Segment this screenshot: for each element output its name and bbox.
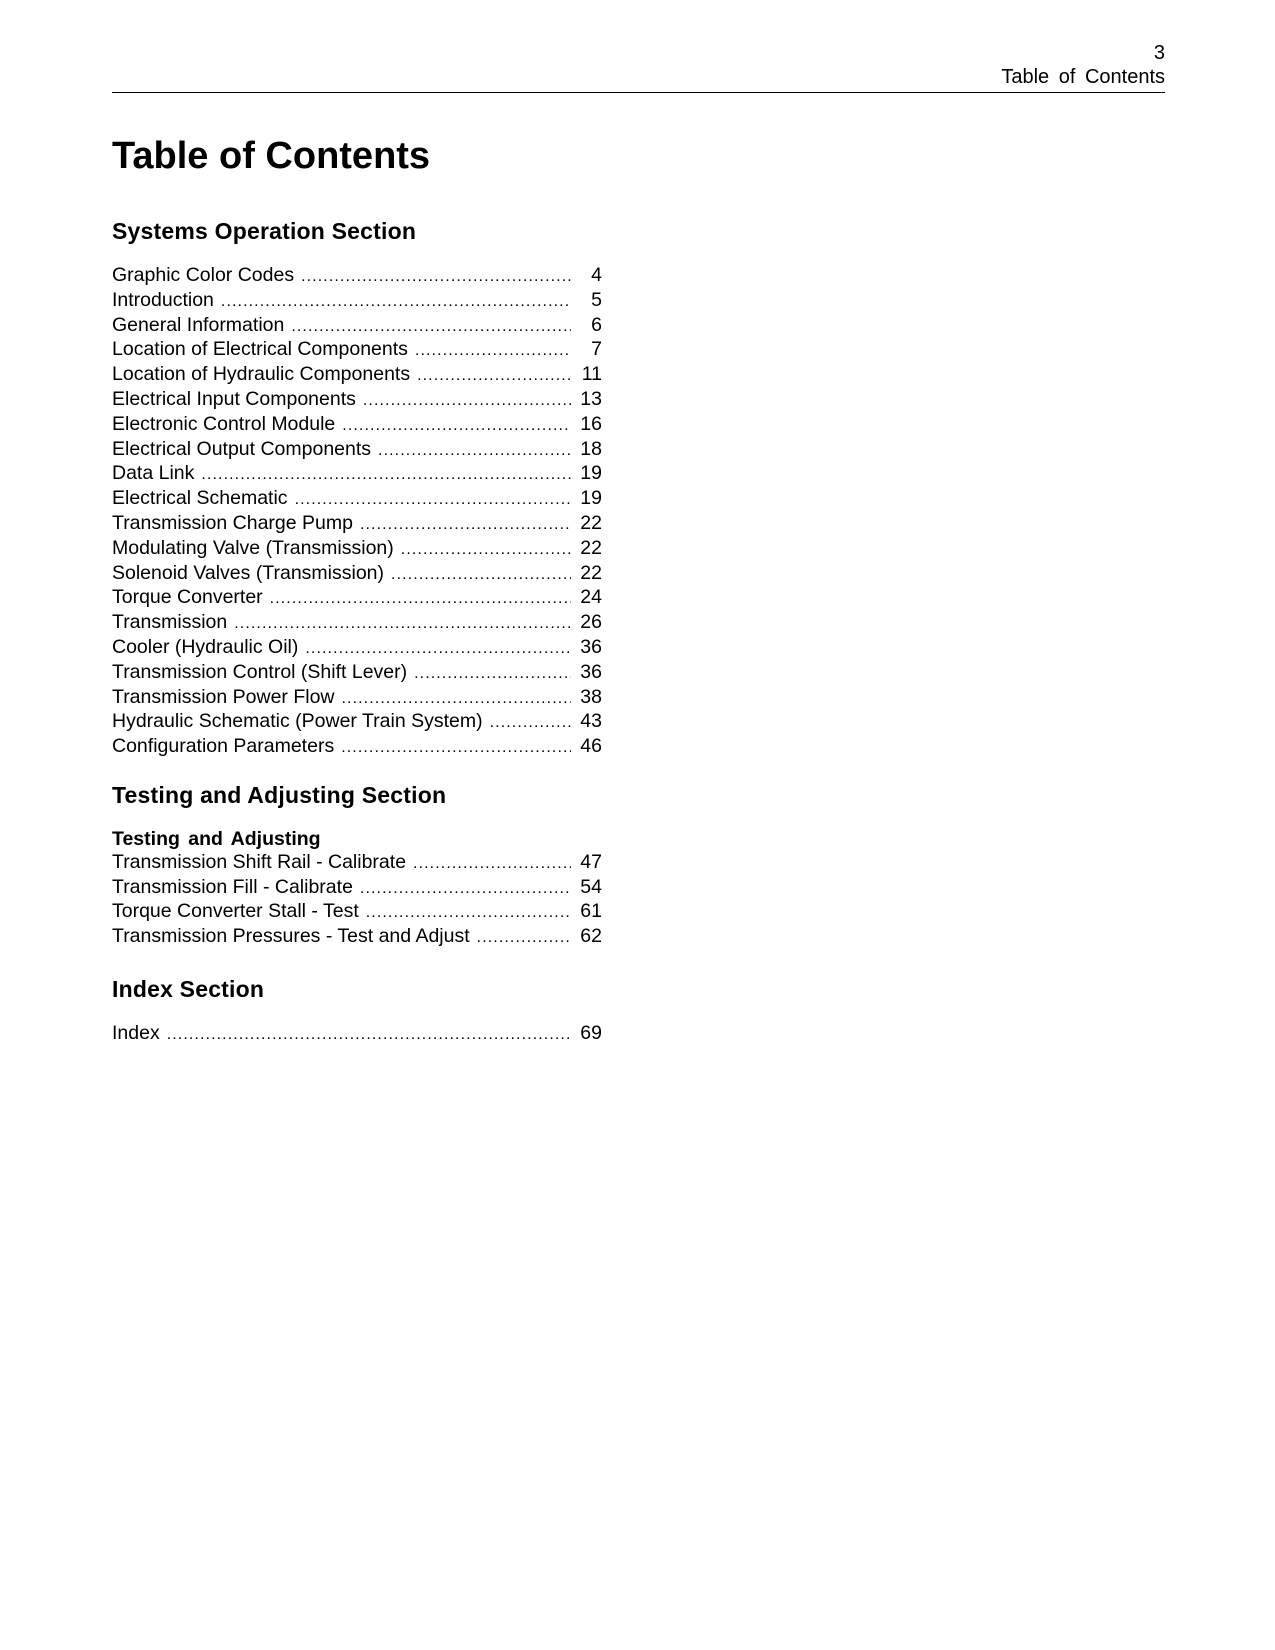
section-heading: Systems Operation Section <box>112 218 417 244</box>
toc-list <box>112 851 602 950</box>
toc-entry-page: 13 <box>580 387 602 410</box>
toc-entry[interactable] <box>112 611 602 636</box>
toc-entry[interactable] <box>112 586 602 611</box>
toc-entry-label: Transmission Control (Shift Lever) <box>112 660 408 683</box>
toc-entry-label: Introduction <box>112 288 214 311</box>
table-of-contents <box>112 216 602 1047</box>
toc-entry-label: Hydraulic Schematic (Power Train System) <box>112 710 483 733</box>
toc-entry-label: Transmission Fill - Calibrate <box>112 875 353 898</box>
dot-leader <box>401 539 571 562</box>
toc-entry-label: Cooler (Hydraulic Oil) <box>112 635 299 658</box>
toc-entry-label: Transmission <box>112 611 228 634</box>
toc-entry-page: 26 <box>580 611 602 634</box>
toc-entry-page: 36 <box>580 635 602 658</box>
systems-operation-section <box>112 216 602 760</box>
toc-entry-page: 4 <box>591 264 602 286</box>
toc-entry-label: Torque Converter <box>112 586 263 609</box>
dot-leader <box>415 340 571 363</box>
dot-leader <box>378 440 571 463</box>
dot-leader <box>201 464 571 487</box>
toc-entry-page: 7 <box>591 338 602 361</box>
toc-entry-page: 19 <box>580 487 602 510</box>
toc-entry-page: 11 <box>581 363 602 386</box>
dot-leader <box>360 878 571 901</box>
toc-entry[interactable] <box>112 289 602 314</box>
toc-entry[interactable] <box>112 876 602 901</box>
dot-leader <box>477 927 571 950</box>
dot-leader <box>391 564 571 587</box>
section-heading: Index Section <box>112 975 265 1002</box>
dot-leader <box>360 514 571 537</box>
testing-adjusting-section <box>112 780 602 950</box>
dot-leader <box>295 489 571 512</box>
toc-entry-page: 22 <box>580 561 602 584</box>
toc-entry-label: Transmission Power Flow <box>112 685 335 708</box>
toc-entry[interactable] <box>112 661 602 686</box>
dot-leader <box>301 266 571 289</box>
toc-list <box>112 1022 602 1047</box>
toc-entry[interactable] <box>112 562 602 587</box>
toc-entry-page: 36 <box>580 660 602 683</box>
toc-entry[interactable] <box>112 512 602 537</box>
toc-entry[interactable] <box>112 925 602 950</box>
dot-leader <box>167 1024 571 1047</box>
toc-entry-label: General Information <box>112 313 285 336</box>
dot-leader <box>341 737 571 760</box>
toc-entry-label: Graphic Color Codes <box>112 264 295 286</box>
toc-entry-label: Location of Hydraulic Components <box>112 363 411 386</box>
dot-leader <box>221 291 571 314</box>
toc-entry[interactable] <box>112 636 602 661</box>
toc-entry[interactable] <box>112 1022 602 1047</box>
toc-entry-label: Location of Electrical Components <box>112 338 408 361</box>
toc-entry-page: 6 <box>591 313 602 336</box>
toc-entry-label: Data Link <box>112 462 195 485</box>
dot-leader <box>413 853 571 876</box>
toc-entry-page: 16 <box>580 412 602 435</box>
toc-entry-label: Transmission Pressures - Test and Adjust <box>112 925 470 948</box>
toc-entry[interactable] <box>112 264 602 289</box>
sub-heading: Testing and Adjusting <box>112 827 321 850</box>
toc-entry-page: 46 <box>580 735 602 758</box>
dot-leader <box>363 390 571 413</box>
toc-entry-page: 47 <box>580 850 602 873</box>
dot-leader <box>490 712 571 735</box>
toc-entry-label: Index <box>112 1021 160 1044</box>
toc-entry-page: 18 <box>580 437 602 460</box>
toc-entry-page: 22 <box>580 511 602 534</box>
dot-leader <box>291 316 571 339</box>
toc-entry-label: Electrical Input Components <box>112 387 356 410</box>
toc-entry[interactable] <box>112 710 602 735</box>
toc-entry-page: 69 <box>580 1021 602 1044</box>
dot-leader <box>305 638 571 661</box>
toc-entry[interactable] <box>112 487 602 512</box>
toc-entry[interactable] <box>112 388 602 413</box>
toc-entry[interactable] <box>112 413 602 438</box>
toc-entry-page: 62 <box>580 925 602 948</box>
section-heading: Testing and Adjusting Section <box>112 781 447 808</box>
toc-entry-label: Electrical Output Components <box>112 437 372 460</box>
dot-leader <box>366 902 571 925</box>
toc-entry-page: 24 <box>580 586 602 609</box>
page-number: 3 <box>1153 42 1165 64</box>
dot-leader <box>414 663 571 686</box>
toc-entry-label: Modulating Valve (Transmission) <box>112 536 394 559</box>
toc-entry-page: 61 <box>580 900 602 923</box>
running-title: Table of Contents <box>1001 66 1165 88</box>
toc-entry[interactable] <box>112 338 602 363</box>
toc-entry-label: Configuration Parameters <box>112 735 335 758</box>
toc-entry-label: Electronic Control Module <box>112 412 336 435</box>
toc-entry[interactable] <box>112 537 602 562</box>
toc-entry[interactable] <box>112 363 602 388</box>
toc-entry[interactable] <box>112 735 602 760</box>
toc-entry-label: Transmission Shift Rail - Calibrate <box>112 850 407 873</box>
dot-leader <box>234 613 571 636</box>
toc-entry[interactable] <box>112 462 602 487</box>
dot-leader <box>342 688 572 711</box>
toc-entry[interactable] <box>112 900 602 925</box>
toc-entry[interactable] <box>112 438 602 463</box>
toc-entry[interactable] <box>112 686 602 711</box>
toc-entry-label: Torque Converter Stall - Test <box>112 900 359 923</box>
toc-list <box>112 264 602 760</box>
toc-entry[interactable] <box>112 851 602 876</box>
page-header <box>112 40 1165 93</box>
toc-entry-page: 54 <box>580 875 602 898</box>
toc-entry-page: 22 <box>580 536 602 559</box>
toc-entry[interactable] <box>112 314 602 339</box>
dot-leader <box>270 588 571 611</box>
toc-entry-page: 19 <box>580 462 602 485</box>
index-section <box>112 974 602 1047</box>
toc-entry-label: Solenoid Valves (Transmission) <box>112 561 385 584</box>
toc-entry-label: Electrical Schematic <box>112 487 288 510</box>
toc-entry-page: 38 <box>580 685 602 708</box>
toc-entry-page: 5 <box>591 288 602 311</box>
dot-leader <box>417 365 571 388</box>
toc-entry-label: Transmission Charge Pump <box>112 511 353 534</box>
toc-entry-page: 43 <box>580 710 602 733</box>
dot-leader <box>342 415 571 438</box>
page-title: Table of Contents <box>112 135 431 177</box>
